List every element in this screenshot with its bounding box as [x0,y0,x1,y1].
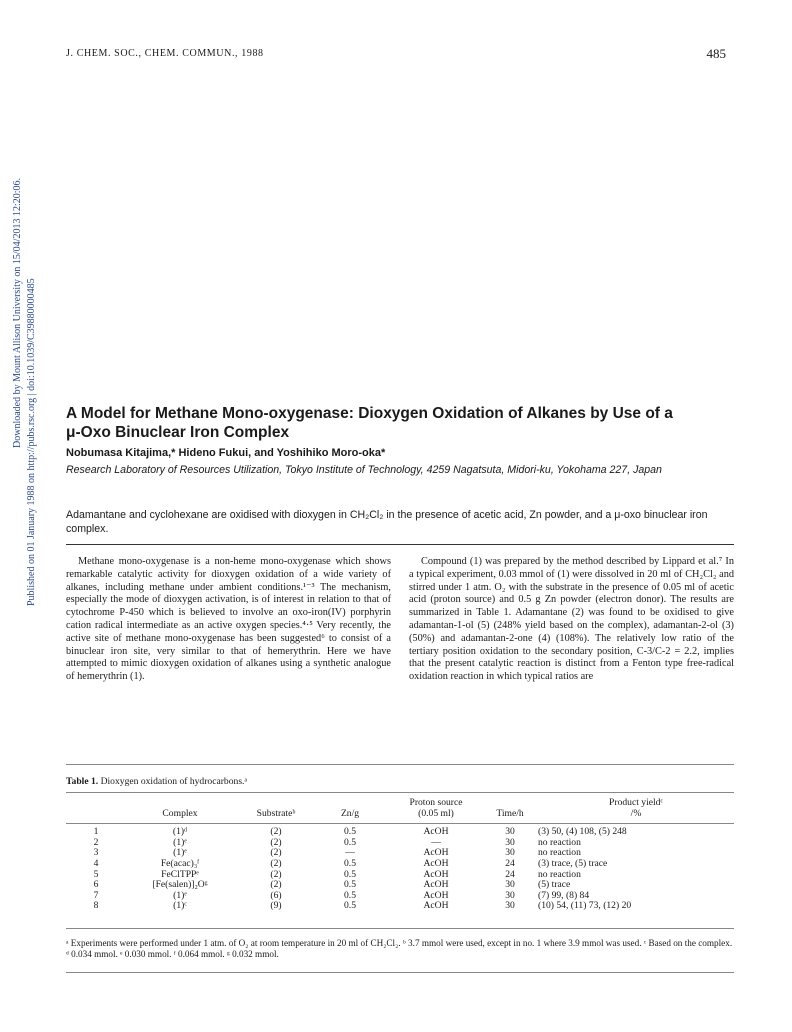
col-proton-source [382,798,490,819]
row-time: 30 [505,847,515,859]
row-zn: 0.5 [344,857,356,869]
row-number: 6 [93,879,99,891]
right-column-text: Compound (1) was prepared by the method described by Lippard et al.⁷ In a typical experiment, 0.03 mmol of (1) were dissolved in 20 ml of CH₂Cl₂ and stirred under 1 atm. O₂ with the substrate in the presence of 0.05 ml of acetic acid (proton source) and 0.5 g Zn powder (electron donor). The results are summarized in Table 1. Adamantane (2) was found to be oxidised to give adamantan-1-ol (5) (248% yield based on the complex), adamantan-2-ol (3) (50%) and adamantan-2-one (4) (108%). The relatively low ratio of the tertiary position oxidation to the secondary position, C-3/C-2 = 2.2, implies that the present catalytic reaction is distinct from a Fenton type free-radical oxidation reaction in which typical ratios are [409,556,734,683]
row-product-yield: (10) 54, (11) 73, (12) 20 [538,900,632,912]
table-row [66,880,734,891]
row-time: 30 [505,889,515,901]
row-proton-source: AcOH [423,900,449,912]
row-substrate: (2) [270,826,282,838]
row-number: 8 [93,900,99,912]
col-proton-source-top: Proton source [409,797,463,808]
row-number: 5 [93,868,99,880]
row-zn: — [345,847,355,859]
col-proton-source-bottom: (0.05 ml) [418,807,454,819]
col-substrate: Substrateᵇ [256,807,296,819]
row-product-yield: (3) trace, (5) trace [538,857,608,869]
row-proton-source: AcOH [423,889,449,901]
col-time: Time/h [496,807,524,819]
publication-notice: Published on 01 January 1988 on http://pubs.rsc.org | doi:10.1039/C39880000485 [26,278,37,606]
row-proton-source: AcOH [423,826,449,838]
row-time: 30 [505,836,515,848]
table-row [66,838,734,849]
row-time: 24 [505,868,515,880]
row-proton-source: AcOH [423,868,449,880]
row-product-yield: (5) trace [538,879,571,891]
row-proton-source: AcOH [423,857,449,869]
row-substrate: (2) [270,857,282,869]
row-complex: (1)ᵉ [173,836,187,848]
row-time: 24 [505,857,515,869]
row-zn: 0.5 [344,868,356,880]
col-complex: Complex [162,807,198,819]
row-substrate: (2) [270,847,282,859]
col-yield-top: Product yieldᶜ [609,797,663,808]
row-product-yield: no reaction [538,868,581,880]
row-time: 30 [505,879,515,891]
article-title [66,404,746,442]
table-header-row [66,798,734,819]
row-number: 4 [93,857,99,869]
left-column-text: Methane mono-oxygenase is a non-heme mono-oxygenase which shows remarkable catalytic activity for dioxygen oxidation of a wide variety of alkanes, including methane under ambient conditions.¹⁻³ The mechanism, especially the mode of dioxygen activation, is of interest in relation to that of cytochrome P-450 which is believed to involve an oxo-iron(IV) porphyrin cation radical intermediate as an active oxygen species.⁴·⁵ Very recently, the active site of methane mono-oxygenase has been suggested⁶ to consist of a binuclear iron site, very similar to that of hemerythrin. Here we have attempted to mimic dioxygen oxidation of alkanes using a synthetic analogue of hemerythrin (1). [66,556,391,683]
row-number: 3 [93,847,99,859]
row-complex: Fe(acac)₃ᶠ [160,857,200,869]
row-zn: 0.5 [344,889,356,901]
abstract: Adamantane and cyclohexane are oxidised with dioxygen in CH₂Cl₂ in the presence of acetic acid, Zn powder, and a μ-oxo binuclear iron complex. [66,509,708,535]
row-zn: 0.5 [344,879,356,891]
row-substrate: (2) [270,836,282,848]
row-number: 1 [93,826,99,838]
title-line-1: A Model for Methane Mono-oxygenase: Dioxygen Oxidation of Alkanes by Use of a [66,405,673,422]
row-proton-source: — [431,836,441,848]
row-zn: 0.5 [344,900,356,912]
table-top-rule [66,764,734,765]
table-caption [66,776,247,787]
table-row [66,891,734,902]
running-head: J. CHEM. SOC., CHEM. COMMUN., 1988 [66,48,264,59]
page-number: 485 [706,46,726,61]
col-yield-bottom: /% [630,807,642,819]
row-complex: (1)ᵈ [172,826,188,838]
abstract-rule [66,544,734,545]
row-time: 30 [505,900,515,912]
row-substrate: (2) [270,879,282,891]
row-product-yield: (3) 50, (4) 108, (5) 248 [538,826,627,838]
table-row [66,901,734,912]
table-row [66,827,734,838]
footnote-rule [66,972,734,973]
row-number: 7 [93,889,99,901]
right-column [409,556,734,684]
affiliation: Research Laboratory of Resources Utilization, Tokyo Institute of Technology, 4259 Nagatsuta, Midori-ku, Yokohama 227, Japan [66,464,662,476]
row-complex: [Fe(salen)]₂Oᵍ [152,879,208,891]
row-complex: (1)ᵉ [173,889,187,901]
row-number: 2 [93,836,99,848]
table-footnote: ᵃ Experiments were performed under 1 atm. of O₂ at room temperature in 20 ml of CH₂Cl₂. ᵇ 3.7 mmol were used, except in no. 1 where 3.9 mmol was used. ᶜ Based on the complex. ᵈ 0.034 mmol. ᵉ 0.030 mmol. ᶠ 0.064 mmol. ᵍ 0.032 mmol. [66,938,733,960]
left-column [66,556,391,684]
authors: Nobumasa Kitajima,* Hideno Fukui, and Yoshihiko Moro-oka* [66,447,386,459]
row-zn: 0.5 [344,836,356,848]
row-product-yield: (7) 99, (8) 84 [538,889,590,901]
row-complex: (1)ᵉ [173,847,187,859]
row-complex: (1)ᶜ [173,900,187,912]
row-substrate: (2) [270,868,282,880]
row-substrate: (6) [270,889,282,901]
table-bottom-rule [66,928,734,929]
table-caption-label: Table 1. [66,776,99,787]
row-complex: FeClTPPᵉ [161,868,199,880]
col-zn: Zn/g [340,807,360,819]
results-table [66,798,734,912]
row-time: 30 [505,826,515,838]
row-zn: 0.5 [344,826,356,838]
row-substrate: (9) [270,900,282,912]
row-proton-source: AcOH [423,847,449,859]
table-row [66,859,734,870]
download-notice: Downloaded by Mount Allison University on 15/04/2013 12:20:06. [12,178,23,448]
table-header-top-rule [66,792,734,793]
row-product-yield: no reaction [538,847,581,859]
title-line-2: μ-Oxo Binuclear Iron Complex [66,424,290,441]
table-caption-text: Dioxygen oxidation of hydrocarbons.ᵃ [100,776,248,787]
row-product-yield: no reaction [538,836,581,848]
row-proton-source: AcOH [423,879,449,891]
col-product-yield [530,798,734,819]
